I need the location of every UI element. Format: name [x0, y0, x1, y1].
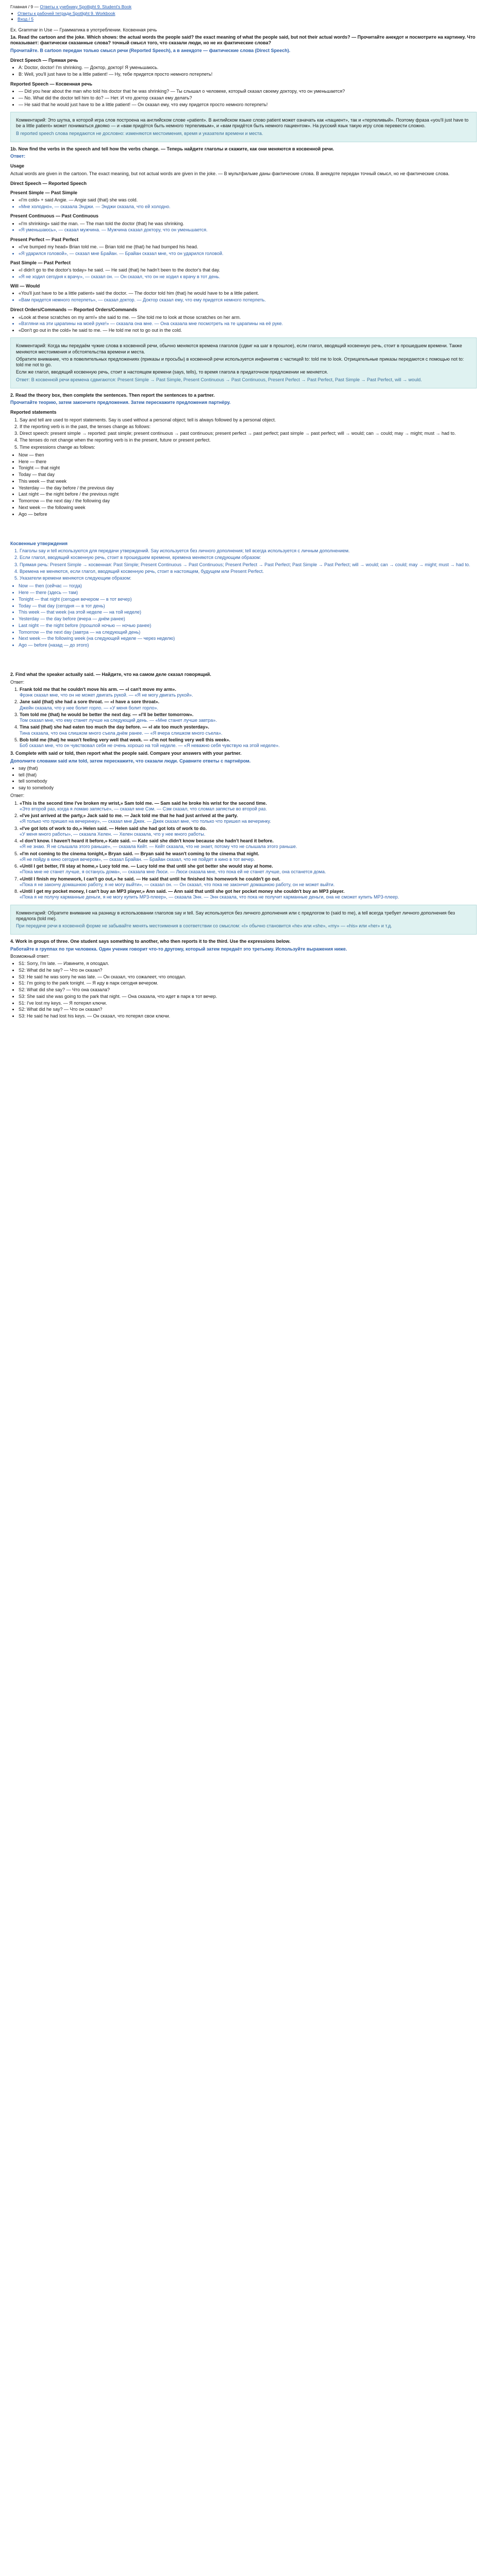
usage-text: Actual words are given in the cartoon. The exact meaning, but not actual words are given in the joke. — В мультфильме даны фактические слова. В анекдоте передан точный смысл, но не фактические слова. — [10, 171, 450, 176]
list-item: • Here — there — [19, 459, 477, 465]
note-text: Комментарий: Когда мы передаём чужие слова в косвенной речи, обычно меняются времена глаголов (сдвиг на шаг в прошлое), если глагол, вводящий косвенную речь, стоит в прошедшем времени. Также меняются местоимения и обстоятельства времени и места. — [16, 343, 462, 354]
answer-ru: Боб сказал мне, что он чувствовал себя не очень хорошо на той неделе. — «Я неважно себя чувствую на этой неделе». — [20, 743, 280, 749]
answer-ru: «Пока мне не станет лучше, я останусь дома», — сказала мне Люси. — Люси сказала мне, что пока ей не станет лучше, она останется дома. — [20, 869, 326, 875]
list-item: • Today — that day — [19, 472, 477, 478]
tense-block-title: Past Simple — Past Perfect — [10, 260, 71, 265]
note-text: Комментарий: Обратите внимание на разницу в использовании глаголов say и tell. Say используется без личного дополнения или с предлогом to (said to me), а tell всегда требует личного дополнения без предлога (told me). — [16, 910, 455, 921]
tense-block-list — [10, 221, 477, 233]
note-text: В reported speech слова передаются не дословно: изменяются местоимения, время и указатели времени и места. — [16, 130, 263, 136]
tense-block-list — [10, 197, 477, 210]
task-3-title: 3. Complete with said or told, then report what the people said. Compare your answers with your partner. — [10, 751, 242, 756]
list-item — [20, 838, 477, 850]
list-item: • S1: Sorry, I'm late. — Извините, я опоздал. — [19, 961, 477, 967]
list-item: 3. Прямая речь: Present Simple → косвенная: Past Simple; Present Continuous → Past Continuous; Present Perfect → Past Perfect; Past Simple → Past Perfect; will → would; can → could; may → might; must → had to. — [20, 562, 477, 568]
task-3-answers-list — [10, 801, 477, 901]
list-item: 4. The tenses do not change when the reporting verb is in the present, future or present perfect. — [20, 437, 477, 443]
task-1a-translation: Прочитайте. В cartoon передан только смысл речи (Reported Speech), а в анекдоте — фактические слова (Direct Speech). — [10, 47, 291, 53]
task-3-translation: Дополните словами said или told, затем перескажите, что сказали люди. Сравните ответы с партнёром. — [10, 758, 251, 764]
list-item: • S2: What did he say? — Что он сказал? — [19, 1007, 477, 1012]
task-4-translation: Работайте в группах по три человека. Один ученик говорит что-то другому, который затем передаёт это третьему. Используйте выражения ниже. — [10, 946, 347, 952]
tense-block-title: Present Continuous — Past Continuous — [10, 213, 99, 219]
note-text: Ответ: В косвенной речи времена сдвигаются: Present Simple → Past Simple, Present Continuous → Past Continuous, Present Perfect → Past Perfect, Past Simple → Past Perfect, will → would. — [16, 377, 422, 382]
list-item — [20, 851, 477, 863]
tenses-title: Direct Speech — Reported Speech — [10, 180, 87, 186]
task-2-answers-list — [10, 687, 477, 749]
tense-block-list — [10, 267, 477, 280]
list-item: • Last night — the night before / the previous night — [19, 492, 477, 497]
list-item: • «I'm shrinking» said the man. — The man told the doctor (that) he was shrinking. — [19, 221, 477, 227]
answer-en: 7. «Until I finish my homework, I can't go out,» he said. — He said that until he finished his homework he couldn't go out. — [20, 876, 280, 882]
list-item: • «Вам придется немного потерпеть», — сказал доктор. — Доктор сказал ему, что ему придется немного потерпеть. — [19, 297, 477, 303]
list-item: 3. Direct speech: present simple → reported: past simple; present continuous → past continuous; present perfect → past perfect; past simple → past perfect; will → would; can → could; may → might; must → had to. — [20, 431, 477, 436]
intro-suffix: — Грамматика в употреблении. Косвенная речь — [54, 27, 157, 32]
answer-ru: Фрэнк сказал мне, что он не может двигать рукой. — «Я не могу двигать рукой». — [20, 692, 193, 698]
task-1a — [10, 35, 477, 54]
note-text: Если же глагол, вводящий косвенную речь, стоит в настоящем времени (says, tells), то время глагола в придаточном предложении не меняется. — [16, 369, 328, 375]
list-item: • «I'm cold» + said Angie. — Angie said (that) she was cold. — [19, 197, 477, 203]
list-item — [20, 801, 477, 812]
list-item: • — No. What did the doctor tell him to do? — Нет. И что доктор сказал ему делать? — [19, 95, 477, 101]
note-text: При передаче речи в косвенной форме не забывайте менять местоимения в соответствии со смыслом: «I» обычно становится «he» или «she», «my» — «his» или «her» и т.д. — [16, 923, 392, 929]
list-item: 5. Time expressions change as follows: — [20, 445, 477, 450]
list-item: • «Look at these scratches on my arm!» she said to me. — She told me to look at those scratches on her arm. — [19, 315, 477, 320]
task-4 — [10, 939, 477, 952]
list-item: • Now — then (сейчас — тогда) — [19, 583, 477, 589]
answer-ru: Том сказал мне, что ему станет лучше на следующий день. — «Мне станет лучше завтра». — [20, 718, 217, 723]
note-text: Обратите внимание, что в повелительных предложениях (приказы и просьбы) в косвенной речи используется инфинитив с частицей to: told me to look. Отрицательные приказы передаются с помощью not to: told me not to go. — [16, 356, 464, 368]
list-item: • Yesterday — the day before (вчера — днём ранее) — [19, 616, 477, 622]
list-item: • Yesterday — the day before / the previous day — [19, 485, 477, 491]
task-1b-answer-label: Ответ: — [10, 154, 26, 159]
list-item — [20, 699, 477, 711]
list-item — [20, 724, 477, 736]
task-2-translation: Прочитайте теорию, затем закончите предложения. Затем перескажите предложения партнёру. — [10, 400, 231, 405]
time-expressions-list — [10, 452, 477, 517]
list-item — [20, 876, 477, 888]
list-item: • — Did you hear about the man who told his doctor that he was shrinking? — Ты слышал о человеке, который сказал своему доктору, что он уменьшается? — [19, 89, 477, 94]
list-item: • tell (that) — [19, 772, 477, 778]
answer-en: 8. «Until I get my pocket money, I can't buy an MP3 player,» Ann said. — Ann said that until she got her pocket money she couldn't buy an MP3 player. — [20, 889, 345, 894]
task-2 — [10, 393, 477, 406]
list-item — [20, 826, 477, 838]
list-item: • Next week — the following week — [19, 505, 477, 511]
list-item: 2. Если глагол, вводящий косвенную речь, стоит в прошедшем времени, времена меняются следующим образом: — [20, 555, 477, 561]
tense-block-title: Will — Would — [10, 283, 40, 289]
answer-ru: «Я только что пришел на вечеринку», — сказал мне Джек. — Джек сказал мне, что только что пришел на вечеринку. — [20, 819, 271, 824]
list-item: • — He said that he would just have to be a little patient! — Он сказал ему, что ему придется просто немного потерпеть! — [19, 102, 477, 108]
breadcrumb-link[interactable]: Ответы к учебнику Spotlight 9. Student's Book — [40, 4, 132, 9]
breadcrumb-top: Главная / 9 — Ответы к учебнику Spotlight 9. Student's Book — [10, 4, 132, 9]
tense-block-list — [10, 291, 477, 303]
rules-ru-list — [10, 548, 477, 581]
commands-title: Direct Orders/Commands — Reported Orders/Commands — [10, 307, 138, 313]
list-item: • B: Well, you'll just have to be a little patient! — Ну, тебе придется просто немного потерпеть! — [19, 72, 477, 77]
list-item: • S3: He said he was sorry he was late. — Он сказал, что сожалеет, что опоздал. — [19, 974, 477, 980]
task-2-answers-title: 2. Find what the speaker actually said. — Найдите, что на самом деле сказал говорящий. — [10, 672, 211, 677]
note-box — [10, 337, 477, 388]
list-item: • Tomorrow — the next day (завтра — на следующий день) — [19, 630, 477, 635]
list-item: • «Взгляни на эти царапины на моей руке!» — сказала она мне. — Она сказала мне посмотреть на те царапины на её руке. — [19, 321, 477, 327]
page — [0, 0, 487, 1031]
reported-speech-title: Reported Speech — Косвенная речь — [10, 81, 92, 87]
answer-en: 3. «I've got lots of work to do,» Helen said. — Helen said she had got lots of work to do. — [20, 825, 207, 831]
list-item: • tell somebody — [19, 778, 477, 784]
list-item — [20, 712, 477, 724]
list-item: • S3: She said she was going to the park that night. — Она сказала, что идет в парк в тот вечер. — [19, 994, 477, 999]
list-item: • «I've bumped my head» Brian told me. — Brian told me (that) he had bumped his head. — [19, 244, 477, 250]
list-item: • «Я не ходил сегодня к врачу», — сказал он. — Он сказал, что он не ходил к врачу в тот день. — [19, 274, 477, 280]
breadcrumb-item-link[interactable]: Ответы к рабочей тетради Spotlight 9. Workbook — [18, 10, 115, 16]
list-item — [20, 889, 477, 901]
answer-ru: «Я не пойду в кино сегодня вечером», — сказал Брайан. — Брайан сказал, что не пойдет в кино в тот вечер. — [20, 856, 255, 862]
breadcrumb-list — [10, 11, 477, 22]
list-item: • S1: I've lost my keys. — Я потерял ключи. — [19, 1001, 477, 1006]
answer-en: 1. «This is the second time I've broken my wrist,» Sam told me. — Sam said he broke his wrist for the second time. — [20, 800, 267, 806]
list-item — [20, 813, 477, 825]
rules-title: Reported statements — [10, 410, 57, 415]
list-item — [20, 737, 477, 749]
list-item: • S2: What did he say? — Что он сказал? — [19, 968, 477, 973]
list-item: 4. Времена не меняются, если глагол, вводящий косвенную речь, стоит в настоящем, будущем или Present Perfect. — [20, 569, 477, 574]
tense-block-title: Present Simple — Past Simple — [10, 190, 78, 196]
answer-ru: «У меня много работы», — сказала Хелен. — Хелен сказала, что у нее много работы. — [20, 831, 206, 837]
tense-block-title: Present Perfect — Past Perfect — [10, 236, 79, 242]
note-text: Комментарий: Это шутка, в которой игра слов построена на английском слове «patient». В английском языке слово patient может означать как «пациент», так и «терпеливый». Поэтому фраза «you'll just have to be a little patient» может пониматься двояко — и «вам придётся быть немного терпеливым», и «вам придётся быть немного пациентом». На русский язык такую игру слов перевести сложно. — [16, 117, 469, 129]
list-item: • This week — that week — [19, 479, 477, 484]
list-item: 2. If the reporting verb is in the past, the tenses change as follows: — [20, 424, 477, 430]
answer-en: 1. Frank told me that he couldn't move his arm. — «I can't move my arm». — [20, 686, 176, 692]
list-item: • Tonight — that night — [19, 465, 477, 471]
direct-speech-title: Direct Speech — Прямая речь — [10, 57, 78, 63]
list-item: 1. Глаголы say и tell используются для передачи утверждений. Say используется без личного дополнения; tell всегда используется с личным дополнением. — [20, 548, 477, 554]
task-1b-title: 1b. Now find the verbs in the speech and tell how the verbs change. — Теперь найдите глаголы и скажите, как они меняются в косвенной речи. — [10, 146, 334, 151]
task-4-title: 4. Work in groups of three. One student says something to another, who then reports it to the third. Use the expressions below. — [10, 939, 291, 944]
list-item: • «Don't go out in the cold» he said to me. — He told me not to go out in the cold. — [19, 328, 477, 333]
commands-list — [10, 315, 477, 334]
task-1b — [10, 146, 477, 160]
answer-en: 6. «Until I get better, I'll stay at home,» Lucy told me. — Lucy told me that until she got better she would stay at home. — [20, 863, 273, 869]
list-item: • Next week — the following week (на следующей неделе — через неделю) — [19, 636, 477, 641]
answer-en: 2. Jane said (that) she had a sore throat. — «I have a sore throat». — [20, 699, 160, 705]
list-item: • This week — that week (на этой неделе — на той неделе) — [19, 609, 477, 615]
answer-en: 2. «I've just arrived at the party,» Jack said to me. — Jack told me that he had just arrived at the party. — [20, 813, 238, 819]
answer-ru: «Пока я не закончу домашнюю работу, я не могу выйти», — сказал он. — Он сказал, что пока не закончит домашнюю работу, он не может выйти. — [20, 882, 335, 887]
intro-prefix: Ex. Grammar in Use — [10, 27, 53, 32]
tense-block-list — [10, 244, 477, 257]
breadcrumb-prefix: Главная / 9 — [10, 4, 33, 9]
breadcrumb-item-link[interactable]: Вход / 5 — [18, 16, 34, 22]
list-item: 5. Указатели времени меняются следующим образом: — [20, 575, 477, 581]
breadcrumb-item — [18, 16, 477, 22]
list-item: • S3: He said he had lost his keys. — Он сказал, что потерял свои ключи. — [19, 1013, 477, 1019]
breadcrumb-item — [18, 11, 477, 16]
list-item: • Tomorrow — the next day / the following day — [19, 498, 477, 504]
answer-ru: «Я не знаю. Я не слышала этого раньше», — сказала Кейт. — Кейт сказала, что не знает, потому что не слышала этого раньше. — [20, 844, 297, 850]
intro-line — [10, 27, 477, 33]
answer-en: 4. «I don't know. I haven't heard it before,» Kate said. — Kate said she didn't know because she hadn't heard it before. — [20, 838, 274, 844]
list-item: • Today — that day (сегодня — в тот день) — [19, 603, 477, 609]
note-box — [10, 112, 477, 142]
answer-ru: Джейн сказала, что у нее болит горло. — «У меня болит горло». — [20, 705, 159, 710]
list-item: • Last night — the night before (прошлой ночью — ночью ранее) — [19, 623, 477, 629]
answer-ru: «Пока я не получу карманные деньги, я не могу купить MP3-плеер», — сказала Энн. — Энн сказала, что пока не получит карманные деньги, она не сможет купить MP3-плеер. — [20, 894, 399, 900]
list-item: • Ago — before — [19, 512, 477, 517]
list-item: • Tonight — that night (сегодня вечером — в тот вечер) — [19, 597, 477, 602]
task-3 — [10, 751, 477, 764]
note-box — [10, 905, 477, 935]
list-item — [20, 863, 477, 875]
answer-en: 5. «I'm not coming to the cinema tonight,» Bryan said. — Bryan said he wasn't coming to the cinema that night. — [20, 851, 259, 856]
list-item: • «Мне холодно», — сказала Энджи. — Энджи сказала, что ей холодно. — [19, 204, 477, 210]
list-item: • say (that) — [19, 766, 477, 771]
task-2-answers-intro: Ответ: — [10, 679, 25, 685]
breadcrumb — [10, 4, 477, 22]
list-item: • A: Doctor, doctor! I'm shrinking. — Доктор, доктор! Я уменьшаюсь. — [19, 65, 477, 71]
list-item: • Here — there (здесь — там) — [19, 590, 477, 596]
list-item: • «Я ударился головой», — сказал мне Брайан. — Брайан сказал мне, что он ударился головой. — [19, 251, 477, 257]
list-item: • Now — then — [19, 452, 477, 458]
task-3-words — [10, 766, 477, 791]
task-2-title: 2. Read the theory box, then complete the sentences. Then report the sentences to a partner. — [10, 392, 215, 398]
reported-speech-list — [10, 89, 477, 108]
list-item: • S2: What did she say? — Что она сказала? — [19, 987, 477, 993]
direct-speech-list — [10, 65, 477, 77]
answer-en: 5. Bob told me (that) he wasn't feeling very well that week. — «I'm not feeling very well this week». — [20, 737, 230, 742]
answer-en: 4. Tina said (that) she had eaten too much the day before. — «I ate too much yesterday». — [20, 724, 209, 730]
task-4-answers-intro: Возможный ответ: — [10, 953, 50, 959]
answer-en: 3. Tom told me (that) he would be better the next day. — «I'll be better tomorrow». — [20, 711, 194, 717]
task-4-answers-list — [10, 961, 477, 1019]
rules-ru-title: Косвенные утверждения — [10, 540, 68, 546]
list-item: • «You'll just have to be a little patient» said the doctor. — The doctor told him (that) he would have to be a little patient. — [19, 291, 477, 296]
task-3-answers-intro: Ответ: — [10, 793, 25, 799]
time-expressions-ru-list — [10, 583, 477, 648]
list-item: 1. Say and tell are used to report statements. Say is used without a personal object; tell is always followed by a personal object. — [20, 417, 477, 423]
answer-ru: Тина сказала, что она слишком много съела днём ранее. — «Я вчера слишком много съела». — [20, 730, 223, 736]
usage-title: Usage — [10, 163, 25, 169]
list-item: • Ago — before (назад — до этого) — [19, 642, 477, 648]
task-1a-title: 1a. Read the cartoon and the joke. Which shows: the actual words the people said? the exact meaning of what the people said, but not their actual words? — Прочитайте анекдот и посмотрите на картинку. Что показывает: фактически сказанные слова? точный смысл того, что сказали люди, но не их фактические слова? — [10, 35, 476, 46]
list-item: • say to somebody — [19, 785, 477, 791]
list-item: • «I didn't go to the doctor's today» he said. — He said (that) he hadn't been to the doctor's that day. — [19, 267, 477, 273]
list-item: • «Я уменьшаюсь», — сказал мужчина. — Мужчина сказал доктору, что он уменьшается. — [19, 227, 477, 233]
rules-list — [10, 417, 477, 450]
list-item — [20, 687, 477, 699]
list-item: • S1: I'm going to the park tonight. — Я иду в парк сегодня вечером. — [19, 980, 477, 986]
answer-ru: «Это второй раз, когда я ломаю запястье», — сказал мне Сэм. — Сэм сказал, что сломал запястье во второй раз. — [20, 806, 267, 811]
